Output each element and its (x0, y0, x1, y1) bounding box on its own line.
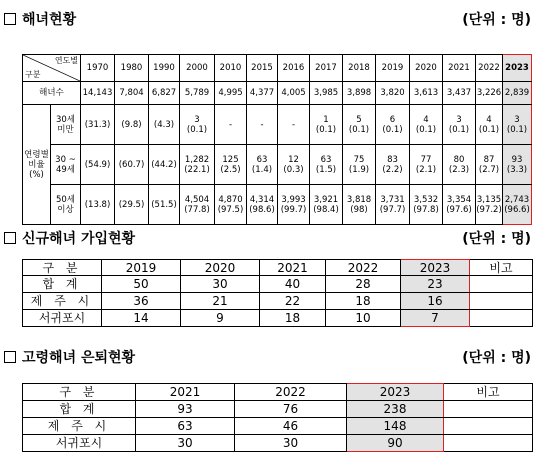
age-cell: 3,993 (99.7) (278, 185, 310, 225)
data-cell: 63 (136, 418, 235, 435)
age-cell: 80 (2.3) (443, 145, 476, 185)
data-cell: 93 (136, 401, 235, 418)
table-header-row (23, 260, 533, 276)
data-cell (444, 418, 533, 435)
data-cell (444, 435, 533, 452)
age-cell: 5 (0.1) (343, 105, 376, 145)
age-cell: 63 (1.5) (310, 145, 343, 185)
year-header: 2022 (476, 55, 503, 82)
header-cell: 2022 (235, 384, 347, 401)
header-cell: 2022 (326, 260, 401, 276)
age-cell: (4.3) (149, 105, 180, 145)
row-label: 서귀포시 (23, 435, 136, 452)
age-cell: (51.5) (149, 185, 180, 225)
table-row (23, 418, 533, 435)
age-cell-highlight: 93 (3.3) (503, 145, 532, 185)
header-cell: 2021 (260, 260, 326, 276)
header-cell: 2019 (102, 260, 181, 276)
table-row (23, 401, 533, 418)
corner-header-top: 연도별 (54, 56, 78, 65)
year-header: 1980 (115, 55, 149, 82)
data-cell: 30 (181, 276, 260, 293)
header-cell: 2021 (136, 384, 235, 401)
unit-label: (단위 : 명) (462, 231, 531, 247)
total-cell: 7,804 (115, 82, 149, 105)
age-cell: (13.8) (81, 185, 115, 225)
age-cell: 4 (0.1) (410, 105, 443, 145)
age-cell: 3,731 (97.7) (376, 185, 410, 225)
haenyeo-status-table (22, 54, 532, 225)
data-cell: 21 (181, 293, 260, 310)
data-cell (444, 401, 533, 418)
data-cell: 14 (102, 310, 181, 327)
age-cell: 3,818 (98) (343, 185, 376, 225)
age-cell: 4,504 (77.8) (180, 185, 215, 225)
year-header: 2020 (410, 55, 443, 82)
age-cell: 75 (1.9) (343, 145, 376, 185)
data-cell: 9 (181, 310, 260, 327)
age-cell: 87 (2.7) (476, 145, 503, 185)
age-cell: 3,354 (97.6) (443, 185, 476, 225)
table-row (23, 435, 533, 452)
age-cell: 3 (0.1) (443, 105, 476, 145)
table-row (23, 310, 533, 327)
unit-label: (단위 : 명) (462, 12, 531, 28)
age-cell: (29.5) (115, 185, 149, 225)
total-cell: 3,985 (310, 82, 343, 105)
age-cell: 125 (2.5) (215, 145, 247, 185)
section-title-retired-haenyeo (4, 347, 135, 367)
year-header: 2017 (310, 55, 343, 82)
corner-header-cell (23, 55, 81, 82)
year-header: 2000 (180, 55, 215, 82)
table-header-row (23, 384, 533, 401)
age-cell: 4,870 (97.5) (215, 185, 247, 225)
year-header: 2019 (376, 55, 410, 82)
header-cell: 구 분 (23, 260, 102, 276)
year-header: 2018 (343, 55, 376, 82)
data-cell-highlight: 148 (347, 418, 444, 435)
table-header-row (23, 55, 532, 82)
data-cell: 30 (136, 435, 235, 452)
checkbox-icon (4, 232, 16, 244)
age-cell: 12 (0.3) (278, 145, 310, 185)
age-cell: - (247, 105, 278, 145)
table-row (23, 276, 533, 293)
age-cell: 1 (0.1) (310, 105, 343, 145)
data-cell (470, 276, 533, 293)
total-cell: 3,226 (476, 82, 503, 105)
age-row (23, 185, 532, 225)
age-cell: 3,921 (98.4) (310, 185, 343, 225)
data-cell: 30 (235, 435, 347, 452)
data-cell-highlight: 23 (401, 276, 470, 293)
year-header: 2016 (278, 55, 310, 82)
data-cell-highlight: 16 (401, 293, 470, 310)
age-row (23, 145, 532, 185)
section-title-new-haenyeo (4, 228, 135, 248)
age-cell: (9.8) (115, 105, 149, 145)
age-cell: (44.2) (149, 145, 180, 185)
age-cell: - (215, 105, 247, 145)
data-cell-highlight: 7 (401, 310, 470, 327)
section-title-text: 고령해녀 은퇴현황 (22, 350, 136, 366)
total-cell: 3,820 (376, 82, 410, 105)
data-cell: 40 (260, 276, 326, 293)
section-title-text: 신규해녀 가입현황 (22, 231, 136, 247)
total-row (23, 82, 532, 105)
age-cell: 4 (0.1) (476, 105, 503, 145)
retired-haenyeo-table (22, 383, 533, 452)
total-cell: 3,898 (343, 82, 376, 105)
table-row (23, 293, 533, 310)
year-header-highlight: 2023 (503, 55, 532, 82)
data-cell: 50 (102, 276, 181, 293)
total-cell-highlight: 2,839 (503, 82, 532, 105)
data-cell: 76 (235, 401, 347, 418)
total-cell: 4,995 (215, 82, 247, 105)
row-label: 합 계 (23, 401, 136, 418)
age-row (23, 105, 532, 145)
checkbox-icon (4, 351, 16, 363)
age-cell-highlight: 2,743 (96.6) (503, 185, 532, 225)
section-title-text: 해녀현황 (22, 12, 77, 28)
year-header: 2021 (443, 55, 476, 82)
total-cell: 6,827 (149, 82, 180, 105)
age-cell: 83 (2.2) (376, 145, 410, 185)
data-cell-highlight: 90 (347, 435, 444, 452)
checkbox-icon (4, 13, 16, 25)
corner-header-bottom: 구분 (25, 70, 41, 79)
age-group-label: 연령별 비율(%) (23, 105, 51, 225)
row-label: 제 주 시 (23, 418, 136, 435)
data-cell: 22 (260, 293, 326, 310)
age-cell: 63 (1.4) (247, 145, 278, 185)
age-cell: (54.9) (81, 145, 115, 185)
header-cell: 비고 (470, 260, 533, 276)
data-cell: 10 (326, 310, 401, 327)
data-cell: 36 (102, 293, 181, 310)
data-cell: 18 (326, 293, 401, 310)
age-row-label: 50세 이상 (51, 185, 81, 225)
total-cell: 14,143 (81, 82, 115, 105)
total-cell: 4,377 (247, 82, 278, 105)
age-cell: - (278, 105, 310, 145)
total-cell: 3,613 (410, 82, 443, 105)
total-cell: 4,005 (278, 82, 310, 105)
header-cell-highlight: 2023 (347, 384, 444, 401)
header-cell: 비고 (444, 384, 533, 401)
age-cell: (31.3) (81, 105, 115, 145)
data-cell: 46 (235, 418, 347, 435)
new-haenyeo-table (22, 259, 533, 327)
header-cell: 구 분 (23, 384, 136, 401)
age-cell: 77 (2.1) (410, 145, 443, 185)
total-cell: 3,437 (443, 82, 476, 105)
data-cell (470, 293, 533, 310)
age-cell: 1,282 (22.1) (180, 145, 215, 185)
age-row-label: 30 ~ 49세 (51, 145, 81, 185)
unit-label: (단위 : 명) (462, 350, 531, 366)
age-cell-highlight: 3 (0.1) (503, 105, 532, 145)
age-cell: 3 (0.1) (180, 105, 215, 145)
row-label: 합 계 (23, 276, 102, 293)
data-cell: 28 (326, 276, 401, 293)
year-header: 1970 (81, 55, 115, 82)
total-cell: 5,789 (180, 82, 215, 105)
age-cell: 4,314 (98.6) (247, 185, 278, 225)
data-cell-highlight: 238 (347, 401, 444, 418)
header-cell: 2020 (181, 260, 260, 276)
row-label: 제 주 시 (23, 293, 102, 310)
row-label-total: 해녀수 (23, 82, 81, 105)
age-cell: (60.7) (115, 145, 149, 185)
year-header: 2015 (247, 55, 278, 82)
age-cell: 6 (0.1) (376, 105, 410, 145)
data-cell (470, 310, 533, 327)
age-row-label: 30세 미만 (51, 105, 81, 145)
age-cell: 3,135 (97.2) (476, 185, 503, 225)
year-header: 1990 (149, 55, 180, 82)
header-cell-highlight: 2023 (401, 260, 470, 276)
age-cell: 3,532 (97.8) (410, 185, 443, 225)
data-cell: 18 (260, 310, 326, 327)
row-label: 서귀포시 (23, 310, 102, 327)
year-header: 2010 (215, 55, 247, 82)
section-title-haenyeo-status (4, 9, 76, 29)
